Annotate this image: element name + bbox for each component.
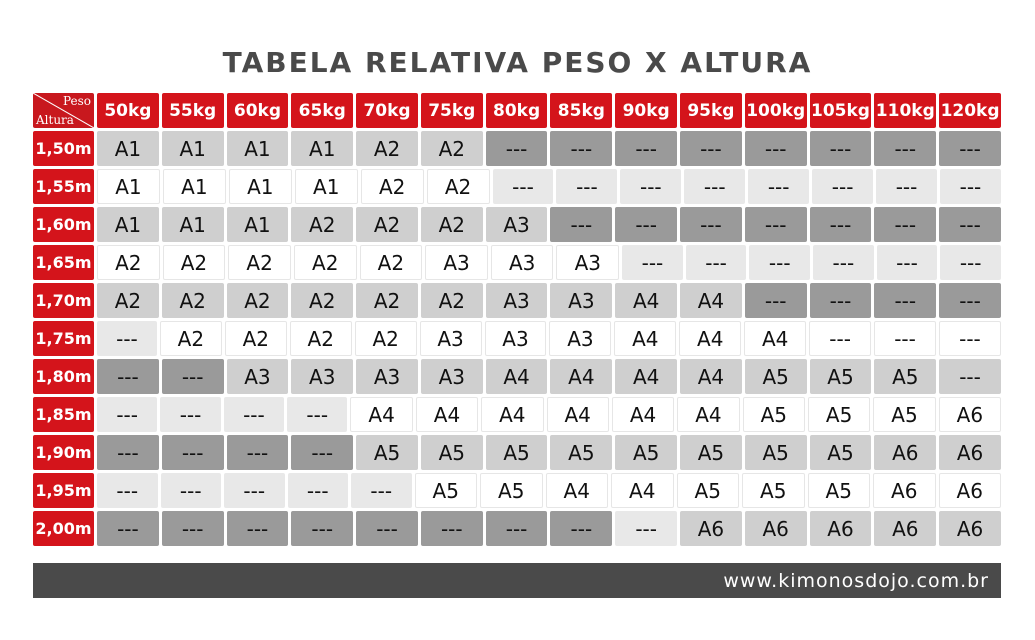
weight-header: 75kg (421, 93, 483, 128)
size-cell: A5 (808, 397, 870, 432)
size-cell: A2 (360, 245, 423, 280)
weight-header: 60kg (227, 93, 289, 128)
size-cell: A5 (550, 435, 612, 470)
size-cell: --- (684, 169, 745, 204)
size-cell: --- (809, 321, 871, 356)
size-cell: A2 (421, 207, 483, 242)
height-header: 1,85m (33, 397, 94, 432)
footer-url[interactable]: www.kimonosdojo.com.br (723, 569, 989, 592)
size-cell: A4 (614, 321, 676, 356)
table-row (33, 321, 1001, 356)
size-cell: A2 (290, 321, 352, 356)
size-cell: --- (940, 169, 1001, 204)
size-cell: A5 (810, 359, 872, 394)
size-cell: A2 (356, 131, 418, 166)
size-cell: A1 (227, 131, 289, 166)
size-cell: A6 (939, 473, 1002, 508)
height-header: 1,60m (33, 207, 94, 242)
size-cell: --- (874, 321, 936, 356)
weight-header: 50kg (97, 93, 159, 128)
size-cell: A5 (874, 359, 936, 394)
size-cell: A2 (225, 321, 287, 356)
size-cell: A6 (680, 511, 742, 546)
size-cell: A3 (491, 245, 554, 280)
size-cell: A6 (745, 511, 807, 546)
table-row (33, 283, 1001, 318)
size-cell: --- (160, 397, 220, 432)
size-cell: A2 (162, 283, 224, 318)
size-cell: --- (356, 511, 418, 546)
size-cell: A3 (549, 321, 611, 356)
size-cell: A4 (481, 397, 543, 432)
weight-header: 95kg (680, 93, 742, 128)
table-row (33, 245, 1001, 280)
size-cell: --- (97, 397, 157, 432)
size-cell: --- (97, 321, 157, 356)
weight-header: 85kg (550, 93, 612, 128)
height-header: 1,80m (33, 359, 94, 394)
size-cell: A4 (615, 283, 677, 318)
size-cell: --- (486, 511, 548, 546)
size-cell: A6 (874, 511, 936, 546)
table-row (33, 473, 1001, 508)
size-cell: --- (812, 169, 873, 204)
size-cell: A3 (227, 359, 289, 394)
size-cell: A2 (355, 321, 417, 356)
size-cell: --- (745, 283, 807, 318)
size-cell: A5 (480, 473, 543, 508)
weight-header: 90kg (615, 93, 677, 128)
size-cell: A5 (810, 435, 872, 470)
size-cell: A2 (427, 169, 490, 204)
corner-peso-label: Peso (62, 94, 91, 108)
size-cell: A4 (744, 321, 806, 356)
size-cell: A4 (416, 397, 478, 432)
size-cell: A3 (485, 321, 547, 356)
size-cell: --- (749, 245, 810, 280)
size-cell: A1 (162, 131, 224, 166)
corner-cell (33, 93, 94, 128)
size-cell: --- (351, 473, 412, 508)
size-cell: A2 (291, 283, 353, 318)
size-cell: A3 (486, 283, 548, 318)
size-cell: A5 (677, 473, 740, 508)
size-cell: --- (97, 359, 159, 394)
table-row (33, 359, 1001, 394)
size-cell: --- (227, 435, 289, 470)
size-cell: A4 (486, 359, 548, 394)
size-cell: --- (874, 131, 936, 166)
size-cell: A1 (227, 207, 289, 242)
table-row (33, 169, 1001, 204)
size-cell: A1 (97, 207, 159, 242)
size-cell: --- (162, 511, 224, 546)
weight-header: 120kg (939, 93, 1001, 128)
size-cell: --- (940, 245, 1001, 280)
size-cell: --- (224, 397, 284, 432)
size-cell: A1 (291, 131, 353, 166)
size-cell: A5 (873, 397, 935, 432)
size-cell: A5 (808, 473, 871, 508)
size-cell: --- (288, 473, 349, 508)
size-cell: --- (486, 131, 548, 166)
size-cell: A4 (550, 359, 612, 394)
size-cell: --- (550, 207, 612, 242)
size-cell: A1 (97, 131, 159, 166)
size-cell: --- (745, 207, 807, 242)
size-cell: --- (680, 131, 742, 166)
height-header: 2,00m (33, 511, 94, 546)
footer-bar (33, 563, 1001, 598)
size-cell: A4 (350, 397, 412, 432)
size-cell: A3 (421, 359, 483, 394)
size-cell: A4 (680, 359, 742, 394)
size-cell: --- (680, 207, 742, 242)
size-cell: --- (615, 131, 677, 166)
size-cell: --- (161, 473, 222, 508)
size-cell: A3 (356, 359, 418, 394)
size-cell: A3 (291, 359, 353, 394)
size-cell: --- (291, 511, 353, 546)
size-cell: A2 (227, 283, 289, 318)
size-cell: --- (97, 435, 159, 470)
size-cell: --- (874, 207, 936, 242)
size-cell: --- (287, 397, 347, 432)
size-cell: A4 (680, 283, 742, 318)
size-cell: A2 (294, 245, 357, 280)
size-cell: A4 (677, 397, 739, 432)
size-cell: A6 (939, 397, 1001, 432)
size-cell: --- (224, 473, 285, 508)
height-header: 1,70m (33, 283, 94, 318)
size-cell: A2 (421, 283, 483, 318)
size-cell: A6 (939, 435, 1001, 470)
size-cell: A5 (415, 473, 478, 508)
size-cell: --- (813, 245, 874, 280)
size-cell: --- (745, 131, 807, 166)
size-cell: A2 (163, 245, 226, 280)
size-cell: A3 (556, 245, 619, 280)
height-header: 1,50m (33, 131, 94, 166)
size-cell: --- (874, 283, 936, 318)
size-cell: --- (810, 131, 872, 166)
table-row (33, 511, 1001, 546)
size-cell: A2 (361, 169, 424, 204)
weight-header: 70kg (356, 93, 418, 128)
table-row (33, 207, 1001, 242)
size-cell: A5 (742, 473, 805, 508)
table-row (33, 435, 1001, 470)
table-row (33, 131, 1001, 166)
size-cell: --- (493, 169, 554, 204)
size-cell: A2 (356, 283, 418, 318)
size-cell: A5 (486, 435, 548, 470)
size-cell: --- (939, 321, 1001, 356)
size-cell: A1 (97, 169, 160, 204)
height-header: 1,95m (33, 473, 94, 508)
size-cell: --- (939, 131, 1001, 166)
size-cell: A6 (873, 473, 936, 508)
size-cell: A1 (162, 207, 224, 242)
page-title: TABELA RELATIVA PESO X ALTURA (222, 46, 813, 79)
size-cell: A2 (291, 207, 353, 242)
weight-header: 105kg (810, 93, 872, 128)
size-cell: A5 (745, 435, 807, 470)
size-cell: --- (939, 283, 1001, 318)
corner-altura-label: Altura (36, 113, 74, 127)
height-header: 1,55m (33, 169, 94, 204)
size-cell: --- (550, 511, 612, 546)
weight-header: 55kg (162, 93, 224, 128)
size-cell: A5 (615, 435, 677, 470)
size-cell: --- (162, 359, 224, 394)
size-cell: A3 (550, 283, 612, 318)
weight-header: 100kg (745, 93, 807, 128)
size-cell: A5 (745, 359, 807, 394)
size-cell: --- (615, 511, 677, 546)
size-cell: --- (550, 131, 612, 166)
size-cell: A4 (546, 473, 609, 508)
size-cell: A1 (295, 169, 358, 204)
height-header: 1,90m (33, 435, 94, 470)
size-cell: A2 (356, 207, 418, 242)
size-cell: --- (877, 245, 938, 280)
size-cell: --- (227, 511, 289, 546)
size-cell: --- (97, 473, 158, 508)
size-cell: --- (615, 207, 677, 242)
size-cell: A2 (421, 131, 483, 166)
size-cell: --- (421, 511, 483, 546)
size-cell: --- (291, 435, 353, 470)
size-cell: A1 (229, 169, 292, 204)
size-cell: A5 (421, 435, 483, 470)
size-cell: A2 (97, 245, 160, 280)
size-cell: --- (876, 169, 937, 204)
size-cell: --- (622, 245, 683, 280)
weight-header: 80kg (486, 93, 548, 128)
weight-header: 65kg (291, 93, 353, 128)
size-cell: A4 (612, 397, 674, 432)
size-cell: --- (686, 245, 747, 280)
size-cell: A3 (486, 207, 548, 242)
size-cell: --- (810, 283, 872, 318)
table-row (33, 397, 1001, 432)
size-cell: A4 (547, 397, 609, 432)
size-cell: A4 (611, 473, 674, 508)
size-cell: --- (556, 169, 617, 204)
header-row (33, 93, 1001, 128)
size-cell: A5 (680, 435, 742, 470)
size-cell: A3 (425, 245, 488, 280)
size-cell: A2 (228, 245, 291, 280)
size-cell: --- (162, 435, 224, 470)
size-cell: A6 (874, 435, 936, 470)
size-cell: A4 (679, 321, 741, 356)
size-cell: A1 (163, 169, 226, 204)
size-cell: --- (748, 169, 809, 204)
height-header: 1,65m (33, 245, 94, 280)
height-header: 1,75m (33, 321, 94, 356)
size-cell: --- (810, 207, 872, 242)
size-cell: --- (939, 207, 1001, 242)
size-cell: A6 (810, 511, 872, 546)
weight-header: 110kg (874, 93, 936, 128)
size-cell: A2 (160, 321, 222, 356)
size-cell: --- (620, 169, 681, 204)
size-cell: A6 (939, 511, 1001, 546)
size-cell: --- (939, 359, 1001, 394)
size-cell: A5 (743, 397, 805, 432)
size-cell: A3 (420, 321, 482, 356)
size-cell: --- (97, 511, 159, 546)
size-cell: A2 (97, 283, 159, 318)
size-table (33, 93, 1001, 549)
size-cell: A4 (615, 359, 677, 394)
size-cell: A5 (356, 435, 418, 470)
